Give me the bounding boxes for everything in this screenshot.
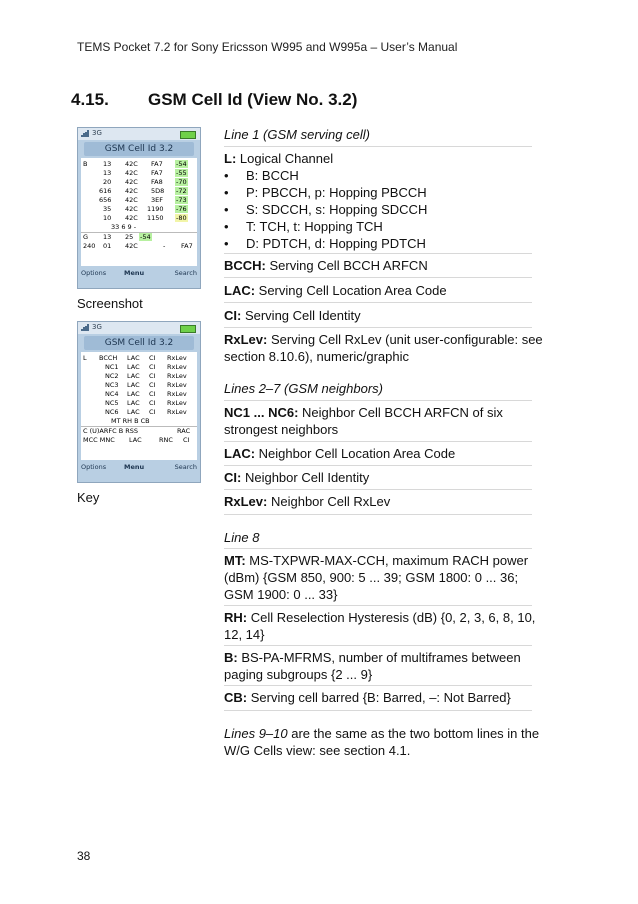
view-title: GSM Cell Id 3.2 [84,142,194,156]
options-softkey[interactable]: Options [81,463,107,471]
table-row: 33 6 9 - [111,223,137,231]
status-bar [78,322,200,334]
nc-entry: NC1 ... NC6: Neighbor Cell BCCH ARFCN of six strongest neighbors [224,405,503,437]
neighbor-ci-entry: CI: Neighbor Cell Identity [224,470,370,485]
b-entry: B: BS-PA-MFRMS, number of multiframes between paging subgroups {2 ... 9} [224,650,521,682]
screenshot-caption: Screenshot [77,296,143,311]
running-header: TEMS Pocket 7.2 for Sony Ericsson W995 and W995a – User’s Manual [77,40,458,54]
section-title: GSM Cell Id (View No. 3.2) [148,90,358,109]
table-row: NC1 LAC CI RxLev [105,363,187,371]
ci-entry: CI: Serving Cell Identity [224,308,361,323]
menu-softkey[interactable]: Menu [124,463,145,471]
signal-icon [81,130,89,137]
key-caption: Key [77,490,100,505]
table-row: C (U)ARFC B RSS RAC [83,427,191,435]
page-number: 38 [77,849,91,863]
line8-heading: Line 8 [224,530,260,545]
status-bar [78,128,200,140]
lac-entry: LAC: Serving Cell Location Area Code [224,283,447,298]
network-label: 3G [92,323,102,331]
view-title: GSM Cell Id 3.2 [84,336,194,350]
screenshot-phone [77,127,201,289]
battery-icon [180,325,196,333]
lines910-note: Lines 9–10 are the same as the two bottom lines in the W/G Cells view: see section 4.1. [224,726,540,758]
screenshot-body [81,158,197,266]
table-row: B 13 42C FA7 -54 [83,160,187,168]
neighbor-lac-entry: LAC: Neighbor Cell Location Area Code [224,446,456,461]
section-number: 4.15. [71,90,109,109]
neighbor-rxlev-entry: RxLev: Neighbor Cell RxLev [224,494,391,509]
table-row: 20 42C FA8 -70 [103,178,187,186]
table-row: 656 42C 3EF -73 [99,196,187,204]
search-softkey[interactable]: Search [174,463,197,471]
cb-entry: CB: Serving cell barred {B: Barred, –: Not Barred} [224,690,511,705]
logical-channel-entry: L: Logical Channel [224,151,334,166]
rxlev-entry: RxLev: Serving Cell RxLev (unit user-configurable: see section 8.10.6), numeric/graphic [224,332,543,364]
list-item: • P: PBCCH, p: Hopping PBCCH [224,185,427,200]
menu-softkey[interactable]: Menu [124,269,145,277]
table-row: MT RH B CB [111,417,150,425]
network-label: 3G [92,129,102,137]
table-row: 616 42C 5D8 -72 [99,187,187,195]
list-item: • D: PDTCH, d: Hopping PDTCH [224,236,426,251]
table-row: L BCCH LAC CI RxLev [83,354,187,362]
table-row: NC5 LAC CI RxLev [105,399,187,407]
table-row: 35 42C 1190 -76 [103,205,187,213]
key-body [81,352,197,460]
signal-icon [81,324,89,331]
table-row: 10 42C 1150 -80 [103,214,187,222]
softkey-bar [78,460,200,474]
softkey-bar [78,266,200,280]
line1-heading: Line 1 (GSM serving cell) [224,127,370,142]
table-row: NC3 LAC CI RxLev [105,381,187,389]
table-row: NC4 LAC CI RxLev [105,390,187,398]
rh-entry: RH: Cell Reselection Hysteresis (dB) {0, 2, 3, 6, 8, 10, 12, 14} [224,610,536,642]
options-softkey[interactable]: Options [81,269,107,277]
table-row: MCC MNC LAC RNC CI [83,436,190,444]
bcch-entry: BCCH: Serving Cell BCCH ARFCN [224,258,428,273]
table-row: G 13 25 -54 [83,233,151,241]
mt-entry: MT: MS-TXPWR-MAX-CCH, maximum RACH power (dBm) {GSM 850, 900: 5 ... 39; GSM 1800: 0 ... 36; GSM 1900: 0 ... 33} [224,553,529,602]
table-row: NC2 LAC CI RxLev [105,372,187,380]
table-row: 240 01 42C - FA7 [83,242,193,250]
list-item: • T: TCH, t: Hopping TCH [224,219,383,234]
lines27-heading: Lines 2–7 (GSM neighbors) [224,381,383,396]
key-phone [77,321,201,483]
search-softkey[interactable]: Search [174,269,197,277]
table-row: 13 42C FA7 -55 [103,169,187,177]
list-item: • B: BCCH [224,168,299,183]
list-item: • S: SDCCH, s: Hopping SDCCH [224,202,428,217]
battery-icon [180,131,196,139]
table-row: NC6 LAC CI RxLev [105,408,187,416]
